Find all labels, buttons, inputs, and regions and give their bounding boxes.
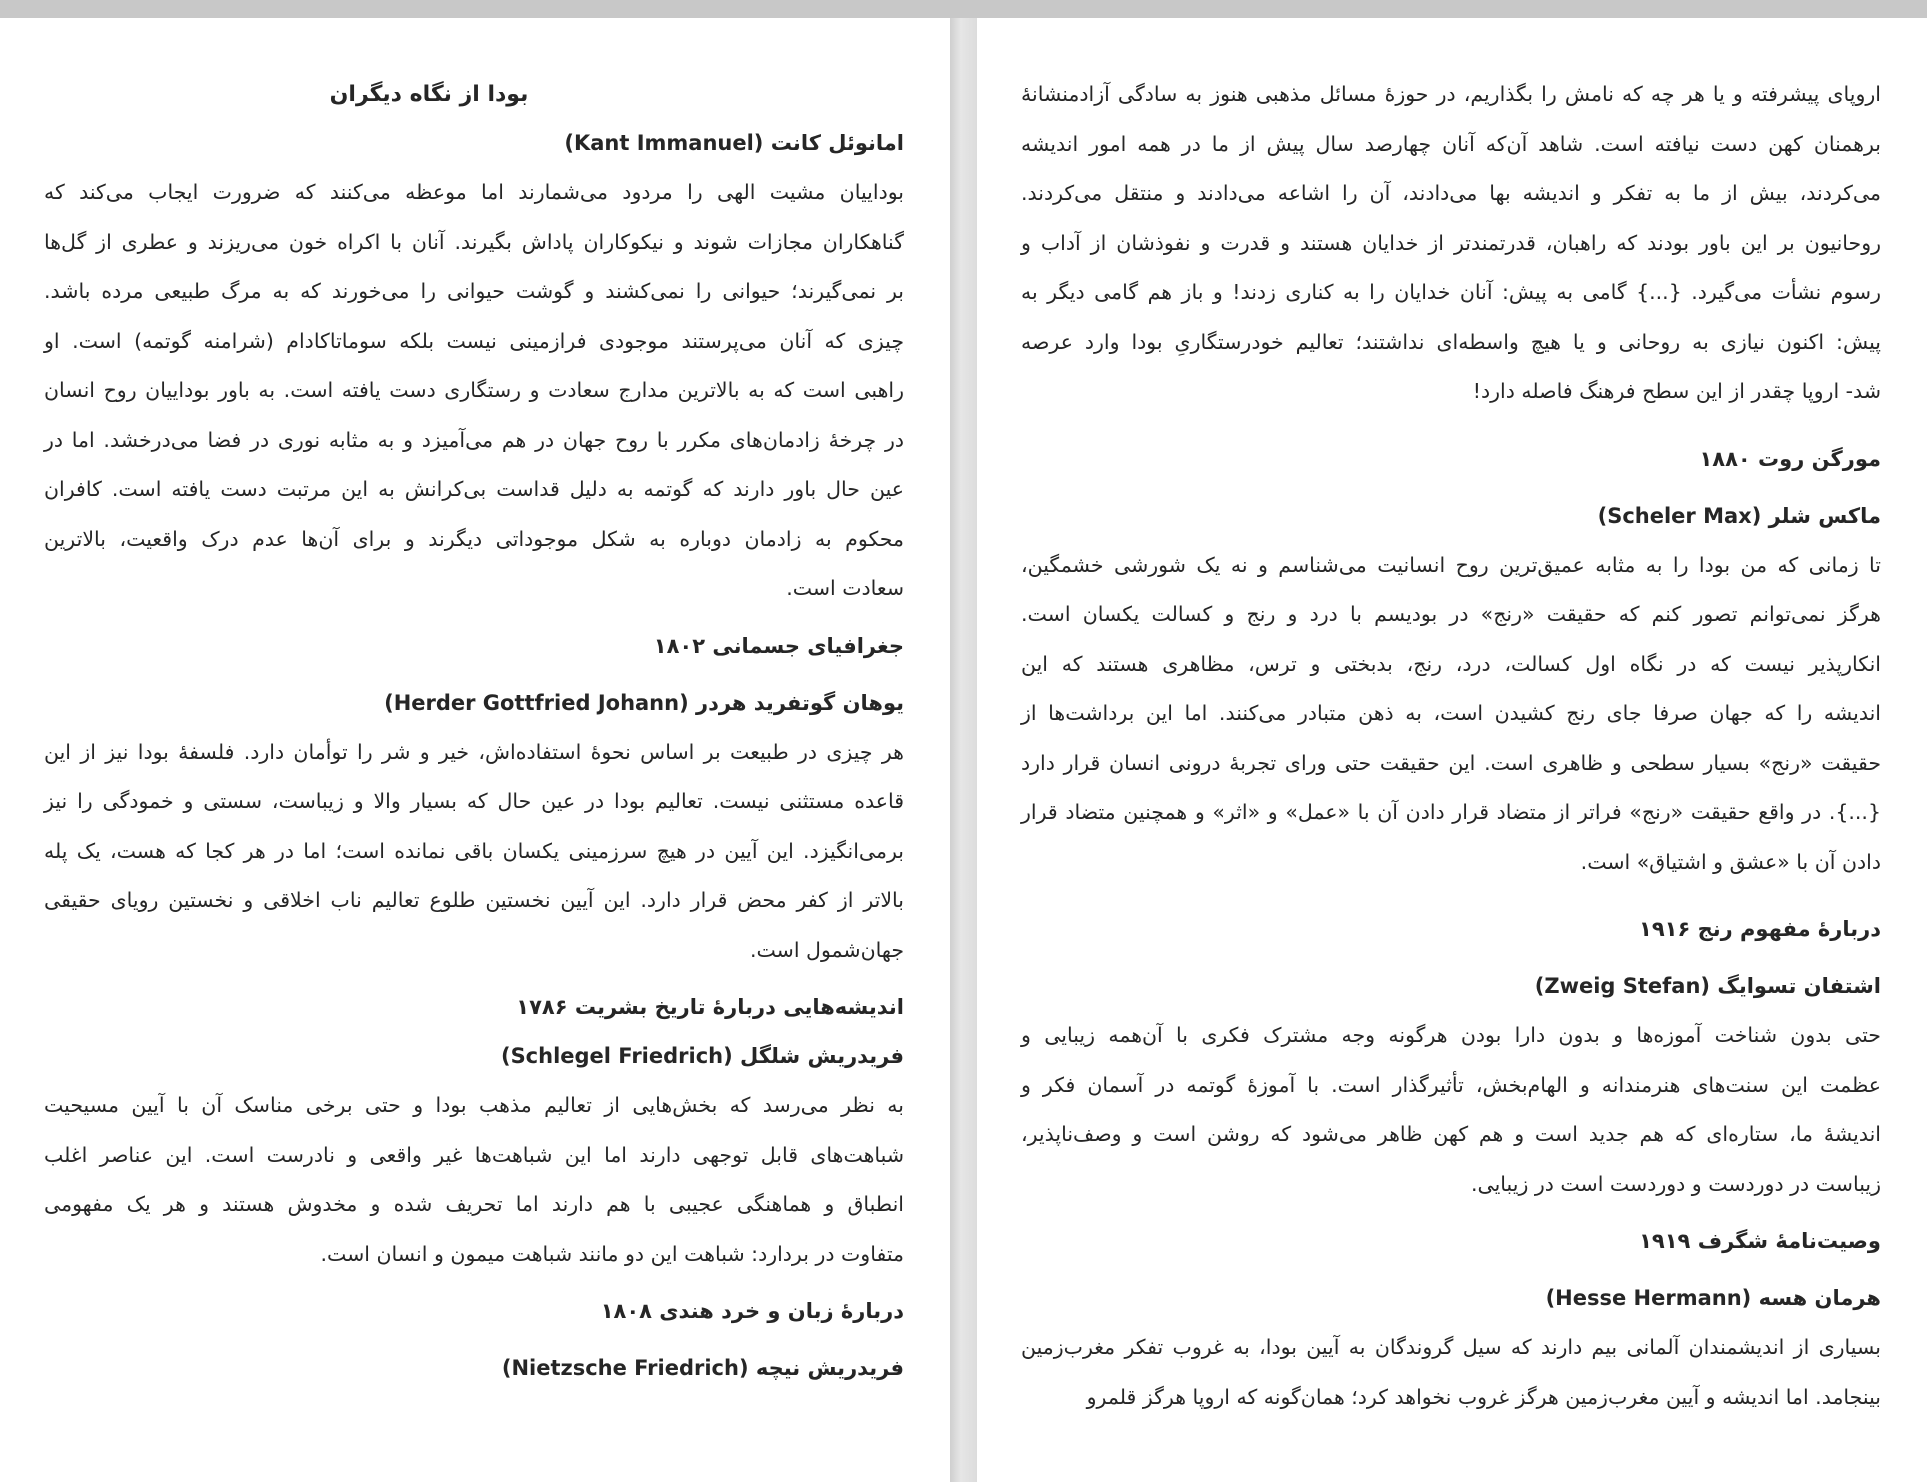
line: اندیشه را که جهان صرفا جای رنج کشیدن است، به ذهن متبادر می‌کنند. اما این برداشت‌ها از <box>1021 701 1881 725</box>
viewer-top-strip <box>0 0 1927 18</box>
quote-kant <box>44 168 904 614</box>
line: اروپای پیشرفته و یا هر چه که نامش را بگذاریم، در حوزهٔ مسائل مذهبی هنوز به سادگی آزادمنشانهٔ <box>1021 82 1881 106</box>
line: {...}. در واقع حقیقت «رنج» فراتر از متضاد قرار دادن آن با «عمل» و «اثر» و همچنین متضاد قرار <box>1021 800 1881 824</box>
line: بینجامد. اما اندیشه و آیین مغرب‌زمین هرگز غروب نخواهد کرد؛ همان‌گونه که اروپا هرگز قلمرو <box>1086 1384 1881 1409</box>
source-kant: جغرافیای جسمانی ۱۸۰۲ <box>653 633 904 658</box>
author-herder: یوهان گوتفرید هردر (Herder Gottfried Johann) <box>384 690 904 715</box>
line: بالاتر از کفر محض قرار دارد. این آیین نخستین طلوع تعالیم ناب اخلاقی و نخستین رویای حقیقی <box>44 888 904 912</box>
line: چیزی که آنان می‌پرستند موجودی فرازمینی نیست بلکه سوماتاکادام (شرامنه گوتمه) است. او <box>44 328 904 353</box>
left-page <box>0 18 950 1482</box>
line: روحانیون بر این باور بودند که راهبان، قدرتمندتر از خدایان هستند و قدرت و نفوذشان از آداب و <box>1021 230 1881 255</box>
line: متفاوت در بردارد: شباهت این دو مانند شباهت میمون و انسان است. <box>320 1241 904 1266</box>
line: در چرخهٔ زادمان‌های مکرر با روح جهان در هم می‌آمیزد و به مثابه نوری در فضا می‌درخشد. اما در <box>44 427 904 452</box>
author-zweig: اشتفان تسوایگ (Zweig Stefan) <box>1534 974 1881 998</box>
line: بسیاری از اندیشمندان آلمانی بیم دارند که سیل گروندگان به آیین بودا، به غروب تفکر مغرب‌زمین <box>1021 1335 1881 1359</box>
line: بوداییان مشیت الهی را مردود می‌شمارند اما موعظه می‌کنند که ضرورت ایجاب می‌کند که <box>44 180 904 204</box>
page-title: بودا از نگاه دیگران <box>329 82 529 107</box>
quote-zweig <box>1021 1011 1881 1209</box>
line: برمی‌انگیزد. این آیین در هیچ سرزمینی یکسان باقی نمانده است؛ اما در هر کجا که هست، یک پله <box>44 838 904 863</box>
line: عظمت این سنت‌های هنرمندانه و الهام‌بخش، تأثیرگذار است. با آموزهٔ گوتمه در آسمان فکر و <box>1021 1072 1881 1097</box>
source-scheler: دربارهٔ مفهوم رنج ۱۹۱۶ <box>1639 917 1881 941</box>
source-nietzsche: مورگن روت ۱۸۸۰ <box>1699 446 1881 471</box>
source-herder: اندیشه‌هایی دربارهٔ تاریخ بشریت ۱۷۸۶ <box>516 995 904 1019</box>
line: سعادت است. <box>786 576 904 600</box>
author-scheler: ماکس شلر (Scheler Max) <box>1597 503 1881 528</box>
line: دادن آن با «عشق و اشتیاق» است. <box>1580 849 1881 874</box>
line: هر چیزی در طبیعت بر اساس نحوهٔ استفاده‌اش، خیر و شر را توأمان دارد. فلسفهٔ بودا نیز از این <box>44 739 904 764</box>
author-kant: امانوئل کانت (Kant Immanuel) <box>564 131 904 155</box>
line: شباهت‌های قابل توجهی دارند اما این شباهت‌ها غیر واقعی و نادرست است. این عناصر اغلب <box>44 1142 904 1167</box>
quote-hesse <box>1021 1323 1881 1422</box>
right-page <box>977 18 1927 1482</box>
line: پیش: اکنون نیازی به روحانی و یا هیچ واسطه‌ای نداشتند؛ تعالیم خودرستگاریِ بودا وارد عرصه <box>1021 329 1881 354</box>
line: انطباق و هماهنگی عجیبی با هم دارند اما تحریف شده و مخدوش هستند و هر یک مفهومی <box>44 1192 904 1216</box>
quote-schlegel <box>44 1081 904 1279</box>
author-hesse: هرمان هسه (Hesse Hermann) <box>1545 1286 1881 1310</box>
line: عین حال باور دارند که گوتمه به دلیل قداست بی‌کرانش به این مرتبت دست یافته است. کافران <box>44 477 904 501</box>
line: اندیشهٔ ما، ستاره‌ای که هم جدید است و هم کهن ظاهر می‌شود که روشن است و وصف‌ناپذیر، <box>1021 1122 1881 1146</box>
page-gutter <box>950 18 977 1482</box>
line: رسوم نشأت می‌گیرد. {...} گامی به پیش: آنان خدایان را به کناری زدند! و باز هم گامی دیگر به <box>1021 280 1881 304</box>
author-nietzsche: فریدریش نیچه (Nietzsche Friedrich) <box>501 1356 904 1380</box>
line: شد- اروپا چقدر از این سطح فرهنگ فاصله دارد! <box>1472 379 1881 403</box>
line: جهان‌شمول است. <box>750 937 904 962</box>
line: راهبی است که به بالاترین مدارج سعادت و رستگاری دست یافته است. به باور بوداییان روح انسان <box>44 378 904 402</box>
quote-herder <box>44 728 904 976</box>
line: برهمنان کهن دست نیافته است. شاهد آن‌که آنان چهارصد سال پیش از ما در همه امور اندیشه <box>1021 131 1881 156</box>
source-schlegel: دربارهٔ زبان و خرد هندی ۱۸۰۸ <box>600 1299 904 1323</box>
line: می‌کردند، بیش از ما به تفکر و اندیشه بها می‌دادند، آن را اشاعه می‌دادند و منتقل می‌کردند. <box>1021 181 1881 205</box>
author-schlegel: فریدریش شلگل (Schlegel Friedrich) <box>500 1044 904 1068</box>
quote-nietzsche-continued <box>1021 70 1881 417</box>
line: بر نمی‌گیرند؛ حیوانی را نمی‌کشند و گوشت حیوانی را می‌خورند که به مرگ طبیعی مرده باشد. <box>44 279 904 303</box>
line: به نظر می‌رسد که بخش‌هایی از تعالیم مذهب بودا و حتی برخی مناسک آن با آیین مسیحیت <box>44 1093 904 1117</box>
line: محکوم به زادمان دوباره به شکل موجوداتی دیگرند و برای آن‌ها عدم درک واقعیت، بالاترین <box>44 526 904 551</box>
quote-scheler <box>1021 541 1881 888</box>
line: زیباست در دوردست و دوردست است در زیبایی. <box>1471 1171 1881 1196</box>
line: انکارپذیر نیست که در نگاه اول کسالت، درد، رنج، بدبختی و ترس، مظاهری هستند که این <box>1021 651 1881 676</box>
line: قاعده مستثنی نیست. تعالیم بودا در عین حال که بسیار والا و زیباست، سستی و خمودگی را نیز <box>44 789 904 813</box>
line: حقیقت «رنج» بسیار سطحی و ظاهری است. این حقیقت حتی ورای تجربهٔ درونی انسان قرار دارد <box>1021 750 1881 775</box>
line: تا زمانی که من بودا را به مثابه عمیق‌ترین روح انسانیت می‌شناسم و نه یک شورشی خشمگین، <box>1021 552 1881 577</box>
source-zweig: وصیت‌نامهٔ شگرف ۱۹۱۹ <box>1639 1229 1881 1253</box>
line: حتی بدون شناخت آموزه‌ها و بدون دارا بودن هرگونه وجه مشترک فکری با آن‌همه زیبایی و <box>1021 1023 1881 1047</box>
line: گناهکاران مجازات شوند و نیکوکاران پاداش بگیرند. آنان با اکراه خون می‌ریزند و عطری از گل‌ها <box>44 229 904 254</box>
line: هرگز نمی‌توانم تصور کنم که حقیقت «رنج» در بودیسم با درد و رنج و کسالت یکسان است. <box>1021 602 1881 626</box>
